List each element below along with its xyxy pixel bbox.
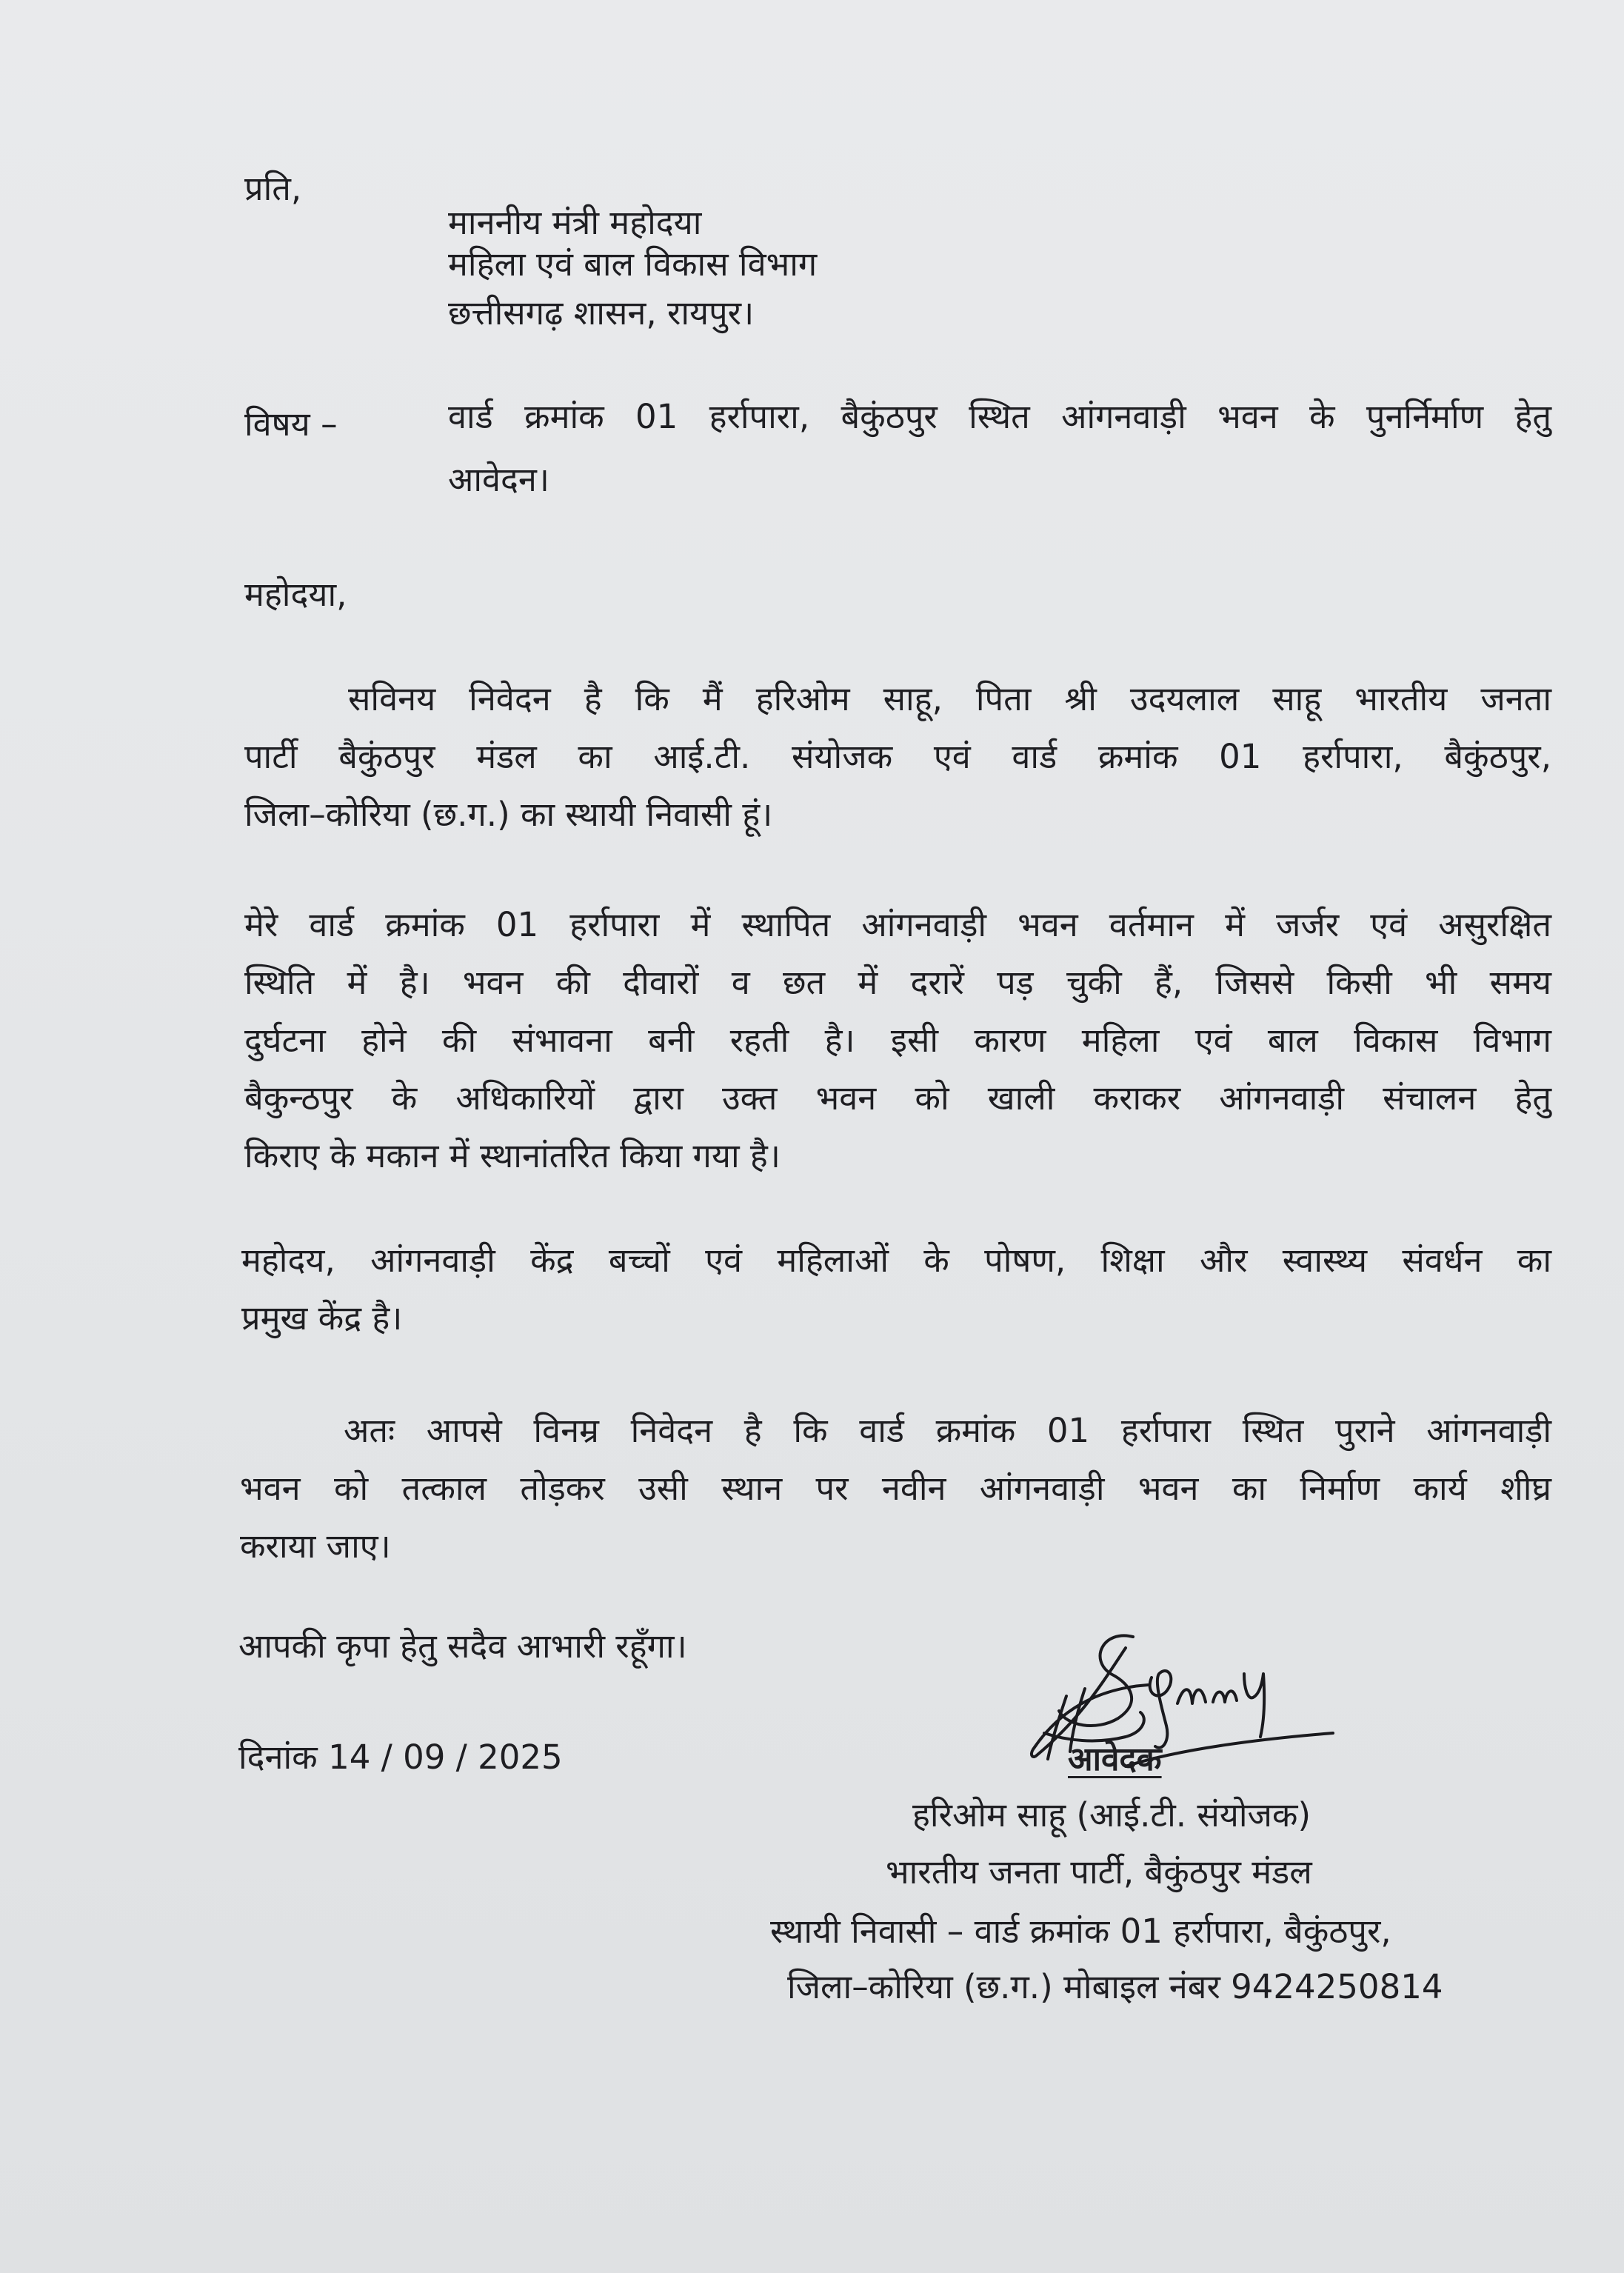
subject-line-2: आवेदन। xyxy=(448,460,549,499)
date-label: दिनांक xyxy=(238,1738,318,1777)
paragraph-1 xyxy=(244,670,1551,844)
paragraph-4 xyxy=(240,1402,1551,1575)
paragraph-2-line-1: मेरे वार्ड क्रमांक 01 हर्रापारा में स्थापित आंगनवाड़ी भवन वर्तमान में जर्जर एवं असुरक्षित xyxy=(244,905,1551,944)
applicant-line-2: भारतीय जनता पार्टी, बैकुंठपुर मंडल xyxy=(886,1852,1312,1892)
paragraph-4-line-1: अतः आपसे विनम्र निवेदन है कि वार्ड क्रमांक 01 हर्रापारा स्थित पुराने आंगनवाड़ी xyxy=(344,1411,1551,1450)
paragraph-4-line-3: कराया जाए। xyxy=(240,1526,391,1566)
applicant-line-1: हरिओम साहू (आई.टी. संयोजक) xyxy=(912,1795,1311,1835)
paragraph-2 xyxy=(244,896,1551,1185)
applicant-line-4: जिला–कोरिया (छ.ग.) मोबाइल नंबर 9424250814 xyxy=(787,1967,1443,2006)
paragraph-1-line-1: सविनय निवेदन है कि मैं हरिओम साहू, पिता श्री उदयलाल साहू भारतीय जनता xyxy=(348,679,1551,718)
recipient-line-1: माननीय मंत्री महोदया xyxy=(448,203,702,242)
recipient-line-2: महिला एवं बाल विकास विभाग xyxy=(448,244,818,284)
paragraph-2-line-2: स्थिति में है। भवन की दीवारों व छत में दरारें पड़ चुकी हैं, जिससे किसी भी समय xyxy=(244,963,1551,1002)
paragraph-3-line-2: प्रमुख केंद्र है। xyxy=(241,1298,403,1338)
date-value: 14 / 09 / 2025 xyxy=(328,1738,563,1777)
date-line xyxy=(238,1738,563,1777)
greeting: महोदया, xyxy=(244,575,347,614)
paragraph-1-line-2: पार्टी बैकुंठपुर मंडल का आई.टी. संयोजक एवं वार्ड क्रमांक 01 हर्रापारा, बैकुंठपुर, xyxy=(244,737,1551,776)
paragraph-3-line-1: महोदय, आंगनवाड़ी केंद्र बच्चों एवं महिलाओं के पोषण, शिक्षा और स्वास्थ्य संवर्धन का xyxy=(241,1241,1551,1280)
recipient-line-3: छत्तीसगढ़ शासन, रायपुर। xyxy=(448,293,755,333)
paragraph-4-line-2: भवन को तत्काल तोड़कर उसी स्थान पर नवीन आंगनवाड़ी भवन का निर्माण कार्य शीघ्र xyxy=(240,1469,1551,1508)
subject-line-1: वार्ड क्रमांक 01 हर्रापारा, बैकुंठपुर स्थित आंगनवाड़ी भवन के पुनर्निर्माण हेतु xyxy=(448,397,1551,436)
paragraph-2-line-5: किराए के मकान में स्थानांतरित किया गया है। xyxy=(244,1136,781,1175)
signature xyxy=(1015,1615,1340,1770)
paragraph-3 xyxy=(241,1232,1551,1347)
subject-label: विषय – xyxy=(244,404,338,444)
paragraph-2-line-4: बैकुन्ठपुर के अधिकारियों द्वारा उक्त भवन को खाली कराकर आंगनवाड़ी संचालन हेतु xyxy=(244,1078,1551,1118)
closing-line: आपकी कृपा हेतु सदैव आभारी रहूँगा। xyxy=(238,1626,687,1666)
salutation-to: प्रति, xyxy=(244,169,302,208)
paragraph-1-line-3: जिला–कोरिया (छ.ग.) का स्थायी निवासी हूं। xyxy=(244,795,773,834)
applicant-label: आवेदक xyxy=(1068,1740,1162,1778)
paragraph-2-line-3: दुर्घटना होने की संभावना बनी रहती है। इसी कारण महिला एवं बाल विकास विभाग xyxy=(244,1021,1551,1060)
applicant-line-3: स्थायी निवासी – वार्ड क्रमांक 01 हर्रापारा, बैकुंठपुर, xyxy=(770,1912,1391,1951)
